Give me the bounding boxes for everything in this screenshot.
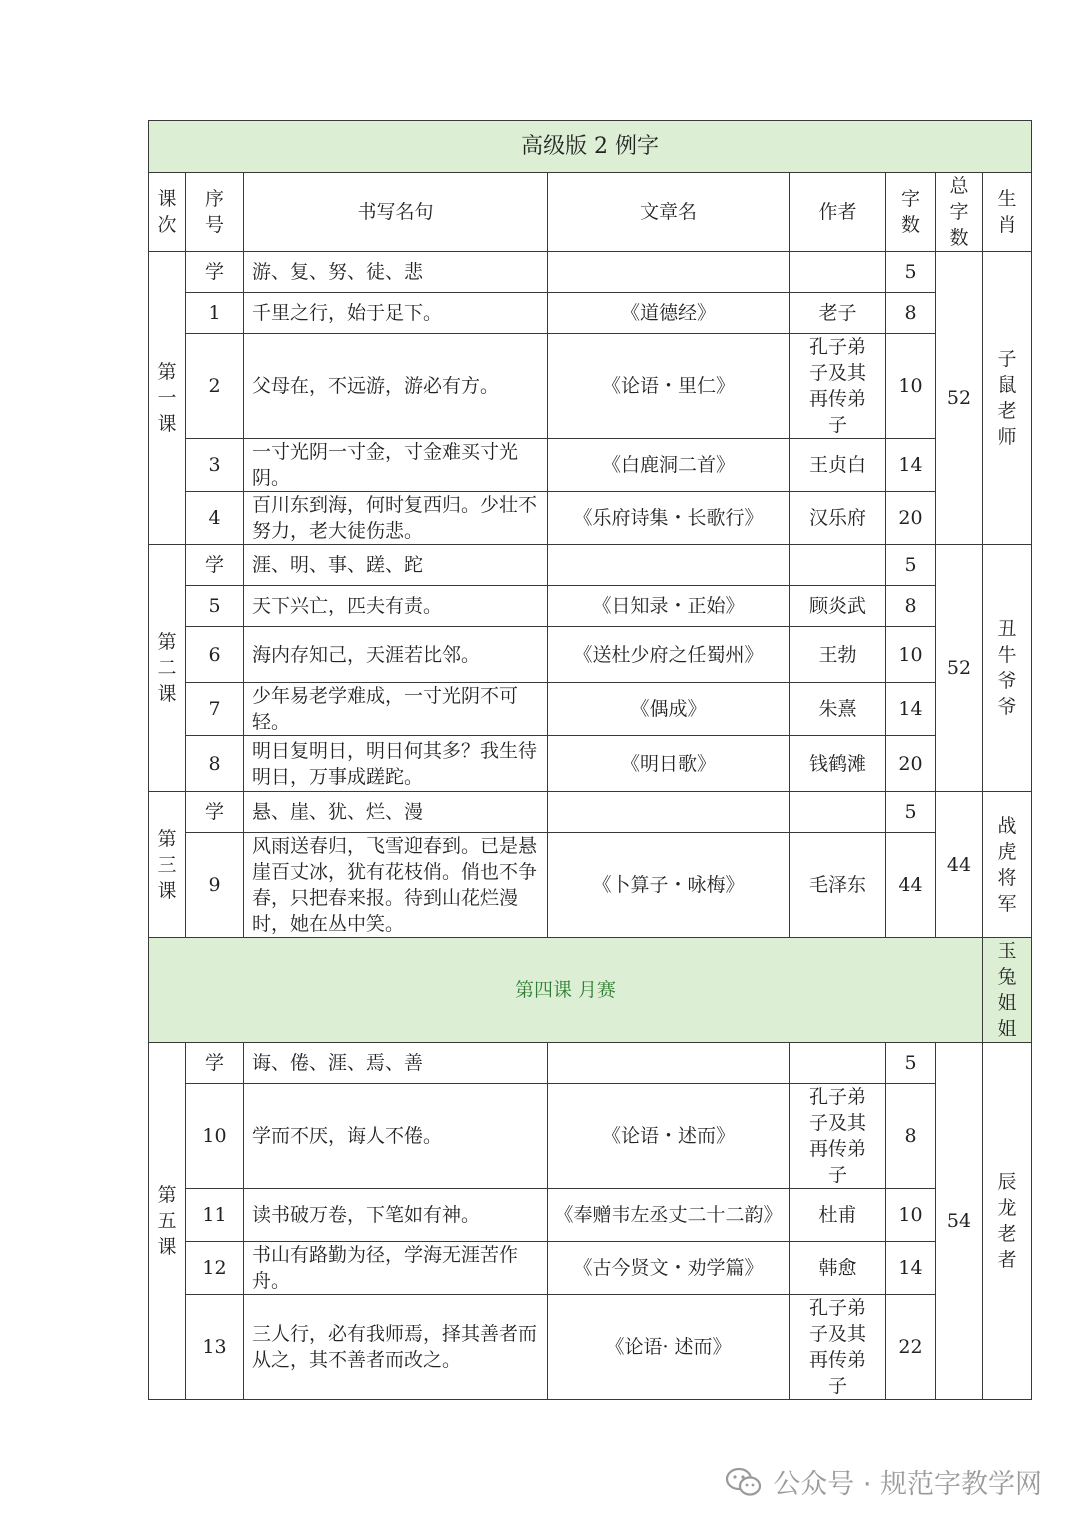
row-article <box>548 545 790 586</box>
row-count: 22 <box>886 1295 936 1400</box>
row-article <box>548 1043 790 1084</box>
header-count: 字数 <box>886 173 936 252</box>
lesson-name: 第一课 <box>149 252 186 545</box>
row-count: 14 <box>886 439 936 492</box>
table-row <box>149 545 1032 586</box>
row-count: 20 <box>886 736 936 792</box>
lesson-total: 52 <box>936 252 983 545</box>
row-count: 8 <box>886 586 936 627</box>
row-author: 王贞白 <box>790 439 886 492</box>
row-seq: 9 <box>186 833 244 938</box>
lesson-name: 第二课 <box>149 545 186 792</box>
row-sentence: 涯、明、事、蹉、跎 <box>244 545 548 586</box>
lesson-total: 54 <box>936 1043 983 1400</box>
row-author <box>790 1043 886 1084</box>
row-article: 《奉赠韦左丞丈二十二韵》 <box>548 1189 790 1242</box>
row-seq: 13 <box>186 1295 244 1400</box>
table-row <box>149 1242 1032 1295</box>
row-count: 10 <box>886 334 936 439</box>
lesson-zodiac: 战虎将军 <box>983 792 1032 938</box>
lesson-name: 第五课 <box>149 1043 186 1400</box>
table-row <box>149 252 1032 293</box>
row-sentence: 悬、崖、犹、烂、漫 <box>244 792 548 833</box>
row-author <box>790 545 886 586</box>
row-sentence: 游、复、努、徒、悲 <box>244 252 548 293</box>
lesson-name: 第三课 <box>149 792 186 938</box>
row-count: 8 <box>886 1084 936 1189</box>
row-count: 14 <box>886 683 936 736</box>
row-author: 朱熹 <box>790 683 886 736</box>
row-author: 杜甫 <box>790 1189 886 1242</box>
row-sentence: 明日复明日，明日何其多？我生待明日，万事成蹉跎。 <box>244 736 548 792</box>
row-seq: 4 <box>186 492 244 545</box>
row-seq: 学 <box>186 1043 244 1084</box>
row-article: 《乐府诗集・长歌行》 <box>548 492 790 545</box>
table-row <box>149 439 1032 492</box>
row-author: 孔子弟子及其再传弟子 <box>790 334 886 439</box>
row-author: 孔子弟子及其再传弟子 <box>790 1084 886 1189</box>
month-match-label: 第四课 月赛 <box>149 938 983 1043</box>
row-seq: 3 <box>186 439 244 492</box>
row-sentence: 千里之行，始于足下。 <box>244 293 548 334</box>
row-seq: 学 <box>186 792 244 833</box>
row-sentence: 书山有路勤为径，学海无涯苦作舟。 <box>244 1242 548 1295</box>
header-total: 总字数 <box>936 173 983 252</box>
row-seq: 1 <box>186 293 244 334</box>
row-seq: 12 <box>186 1242 244 1295</box>
row-article: 《白鹿洞二首》 <box>548 439 790 492</box>
row-count: 5 <box>886 252 936 293</box>
header-author: 作者 <box>790 173 886 252</box>
row-sentence: 学而不厌，诲人不倦。 <box>244 1084 548 1189</box>
row-count: 20 <box>886 492 936 545</box>
header-sentence: 书写名句 <box>244 173 548 252</box>
row-article <box>548 792 790 833</box>
row-count: 10 <box>886 1189 936 1242</box>
row-article <box>548 252 790 293</box>
table-row <box>149 586 1032 627</box>
table-row <box>149 792 1032 833</box>
table-row <box>149 492 1032 545</box>
lesson-zodiac: 丑牛爷爷 <box>983 545 1032 792</box>
table-row <box>149 1084 1032 1189</box>
row-article: 《日知录・正始》 <box>548 586 790 627</box>
table-row <box>149 1043 1032 1084</box>
row-seq: 5 <box>186 586 244 627</box>
table-row <box>149 293 1032 334</box>
row-sentence: 三人行，必有我师焉，择其善者而从之，其不善者而改之。 <box>244 1295 548 1400</box>
row-sentence: 一寸光阴一寸金，寸金难买寸光阴。 <box>244 439 548 492</box>
row-author <box>790 252 886 293</box>
row-article: 《道德经》 <box>548 293 790 334</box>
wechat-icon <box>725 1466 763 1498</box>
header-lesson: 课次 <box>149 173 186 252</box>
row-count: 10 <box>886 627 936 683</box>
row-seq: 7 <box>186 683 244 736</box>
watermark-text: 公众号 · 规范字教学网 <box>773 1469 1042 1500</box>
row-count: 44 <box>886 833 936 938</box>
row-sentence: 海内存知己，天涯若比邻。 <box>244 627 548 683</box>
lesson-zodiac: 子鼠老师 <box>983 252 1032 545</box>
table-row <box>149 334 1032 439</box>
row-seq: 学 <box>186 545 244 586</box>
row-article: 《论语· 述而》 <box>548 1295 790 1400</box>
row-sentence: 读书破万卷，下笔如有神。 <box>244 1189 548 1242</box>
row-author: 钱鹤滩 <box>790 736 886 792</box>
header-zodiac: 生肖 <box>983 173 1032 252</box>
row-article: 《古今贤文・劝学篇》 <box>548 1242 790 1295</box>
row-sentence: 风雨送春归，飞雪迎春到。已是悬崖百丈冰，犹有花枝俏。俏也不争春，只把春来报。待到山花烂漫时，她在丛中笑。 <box>244 833 548 938</box>
row-sentence: 天下兴亡，匹夫有责。 <box>244 586 548 627</box>
row-seq: 10 <box>186 1084 244 1189</box>
lesson-total: 52 <box>936 545 983 792</box>
row-count: 5 <box>886 1043 936 1084</box>
lesson-total: 44 <box>936 792 983 938</box>
row-count: 5 <box>886 792 936 833</box>
row-count: 14 <box>886 1242 936 1295</box>
row-count: 8 <box>886 293 936 334</box>
row-author: 老子 <box>790 293 886 334</box>
table-row <box>149 627 1032 683</box>
row-seq: 学 <box>186 252 244 293</box>
table-row <box>149 736 1032 792</box>
table-title: 高级版 2 例字 <box>149 121 1032 173</box>
row-seq: 11 <box>186 1189 244 1242</box>
row-article: 《明日歌》 <box>548 736 790 792</box>
row-article: 《送杜少府之任蜀州》 <box>548 627 790 683</box>
lesson-zodiac: 辰龙老者 <box>983 1043 1032 1400</box>
row-seq: 2 <box>186 334 244 439</box>
row-author: 王勃 <box>790 627 886 683</box>
watermark <box>725 1462 1042 1501</box>
row-sentence: 诲、倦、涯、焉、善 <box>244 1043 548 1084</box>
table-row <box>149 1189 1032 1242</box>
row-seq: 6 <box>186 627 244 683</box>
table-row <box>149 683 1032 736</box>
row-author <box>790 792 886 833</box>
row-article: 《论语・里仁》 <box>548 334 790 439</box>
row-sentence: 少年易老学难成，一寸光阴不可轻。 <box>244 683 548 736</box>
row-author: 汉乐府 <box>790 492 886 545</box>
row-article: 《卜算子・咏梅》 <box>548 833 790 938</box>
row-article: 《论语・述而》 <box>548 1084 790 1189</box>
row-count: 5 <box>886 545 936 586</box>
row-article: 《偶成》 <box>548 683 790 736</box>
row-sentence: 百川东到海，何时复西归。少壮不努力，老大徒伤悲。 <box>244 492 548 545</box>
row-sentence: 父母在，不远游，游必有方。 <box>244 334 548 439</box>
table-row <box>149 833 1032 938</box>
row-author: 毛泽东 <box>790 833 886 938</box>
row-author: 顾炎武 <box>790 586 886 627</box>
row-author: 韩愈 <box>790 1242 886 1295</box>
character-table <box>148 120 1032 1400</box>
row-author: 孔子弟子及其再传弟子 <box>790 1295 886 1400</box>
row-seq: 8 <box>186 736 244 792</box>
table-row <box>149 1295 1032 1400</box>
header-seq: 序号 <box>186 173 244 252</box>
month-match-zodiac: 玉兔姐姐 <box>983 938 1032 1043</box>
header-article: 文章名 <box>548 173 790 252</box>
month-match-row <box>149 938 1032 1043</box>
